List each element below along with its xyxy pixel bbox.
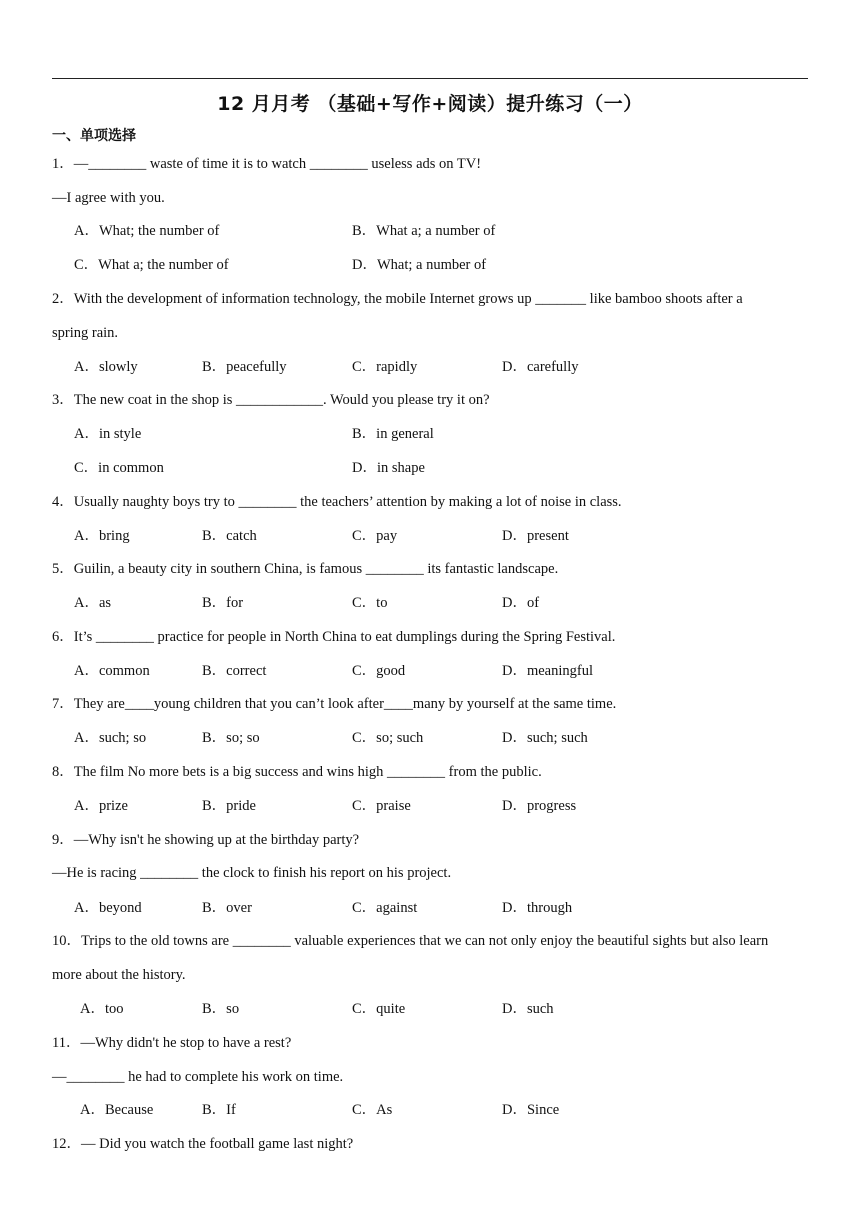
header-rule bbox=[52, 78, 808, 79]
question-6-option-d: D．meaningful bbox=[502, 663, 594, 679]
question-9-option-c: C．against bbox=[352, 900, 418, 916]
question-6-option-b: B．correct bbox=[202, 663, 267, 679]
question-7-option-c: C．so; such bbox=[352, 730, 424, 746]
question-8-option-a: A．prize bbox=[74, 798, 128, 814]
question-10-option-b: B．so bbox=[202, 1001, 240, 1017]
question-5-option-d: D．of bbox=[502, 595, 540, 611]
question-5-option-b: B．for bbox=[202, 595, 244, 611]
question-5-stem: 5．Guilin, a beauty city in southern China, is famous ________ its fantastic landscape. bbox=[52, 561, 559, 577]
question-11-stem: 11．—Why didn't he stop to have a rest? bbox=[52, 1035, 292, 1051]
question-10-option-c: C．quite bbox=[352, 1001, 406, 1017]
question-2-stem: 2．With the development of information technology, the mobile Internet grows up _______ like bamboo shoots after a bbox=[52, 291, 743, 307]
question-2-stem-continued: spring rain. bbox=[52, 325, 119, 341]
question-4-option-a: A．bring bbox=[74, 528, 130, 544]
question-7-option-a: A．such; so bbox=[74, 730, 147, 746]
question-1-option-b: B．What a; a number of bbox=[352, 223, 496, 239]
question-4-option-c: C．pay bbox=[352, 528, 398, 544]
question-10-option-a: A．too bbox=[80, 1001, 124, 1017]
question-10-stem: 10．Trips to the old towns are ________ valuable experiences that we can not only enjoy the beautiful sights but also learn bbox=[52, 933, 769, 949]
question-1-reply: —I agree with you. bbox=[52, 190, 165, 206]
question-8-stem: 8．The film No more bets is a big success and wins high ________ from the public. bbox=[52, 764, 542, 780]
question-1-option-d: D．What; a number of bbox=[352, 257, 487, 273]
question-3-option-c: C．in common bbox=[74, 460, 164, 476]
question-2-option-a: A．slowly bbox=[74, 359, 138, 375]
question-2-option-b: B．peacefully bbox=[202, 359, 287, 375]
question-7-stem: 7．They are____young children that you can’t look after____many by yourself at the same time. bbox=[52, 696, 617, 712]
question-7-option-d: D．such; such bbox=[502, 730, 588, 746]
section-heading: 一、单项选择 bbox=[52, 128, 136, 144]
question-2-option-d: D．carefully bbox=[502, 359, 579, 375]
question-11-reply: —________ he had to complete his work on time. bbox=[52, 1069, 344, 1085]
question-10-stem-continued: more about the history. bbox=[52, 967, 186, 983]
question-11-option-a: A．Because bbox=[80, 1102, 154, 1118]
question-11-option-d: D．Since bbox=[502, 1102, 560, 1118]
question-5-option-a: A．as bbox=[74, 595, 112, 611]
question-6-option-c: C．good bbox=[352, 663, 406, 679]
question-6-option-a: A．common bbox=[74, 663, 150, 679]
question-9-option-b: B．over bbox=[202, 900, 252, 916]
question-11-option-c: C．As bbox=[352, 1102, 393, 1118]
question-9-reply: —He is racing ________ the clock to finish his report on his project. bbox=[52, 865, 452, 881]
page-title: 12 月月考 （基础+写作+阅读）提升练习（一） bbox=[217, 93, 643, 115]
question-3-option-a: A．in style bbox=[74, 426, 142, 442]
question-9-option-d: D．through bbox=[502, 900, 573, 916]
question-3-option-d: D．in shape bbox=[352, 460, 425, 476]
question-2-option-c: C．rapidly bbox=[352, 359, 418, 375]
question-12-stem: 12．— Did you watch the football game last night? bbox=[52, 1136, 354, 1152]
question-1-stem: 1．—________ waste of time it is to watch ________ useless ads on TV! bbox=[52, 156, 482, 172]
question-1-option-a: A．What; the number of bbox=[74, 223, 220, 239]
question-8-option-c: C．praise bbox=[352, 798, 411, 814]
question-10-option-d: D．such bbox=[502, 1001, 554, 1017]
question-6-stem: 6．It’s ________ practice for people in North China to eat dumplings during the Spring Festival. bbox=[52, 629, 616, 645]
question-5-option-c: C．to bbox=[352, 595, 388, 611]
question-4-option-b: B．catch bbox=[202, 528, 257, 544]
question-4-option-d: D．present bbox=[502, 528, 569, 544]
question-4-stem: 4．Usually naughty boys try to ________ the teachers’ attention by making a lot of noise in class. bbox=[52, 494, 622, 510]
question-8-option-b: B．pride bbox=[202, 798, 256, 814]
question-8-option-d: D．progress bbox=[502, 798, 577, 814]
question-9-stem: 9．—Why isn't he showing up at the birthday party? bbox=[52, 832, 360, 848]
question-11-option-b: B．If bbox=[202, 1102, 236, 1118]
question-7-option-b: B．so; so bbox=[202, 730, 260, 746]
question-3-stem: 3．The new coat in the shop is ____________. Would you please try it on? bbox=[52, 392, 490, 408]
question-3-option-b: B．in general bbox=[352, 426, 434, 442]
question-1-option-c: C．What a; the number of bbox=[74, 257, 229, 273]
question-9-option-a: A．beyond bbox=[74, 900, 142, 916]
